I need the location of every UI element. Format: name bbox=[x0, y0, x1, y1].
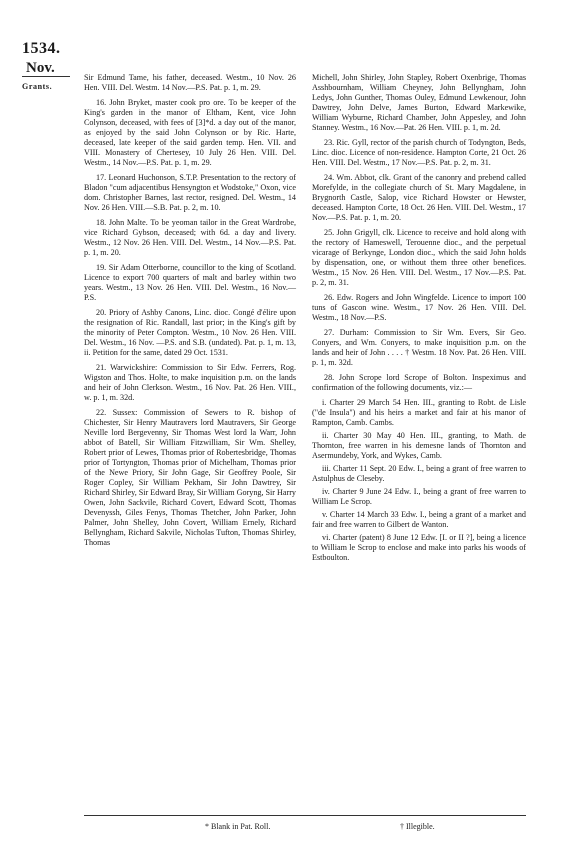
grant-entry: Sir Edmund Tame, his father, deceased. Westm., 10 Nov. 26 Hen. VIII. Del. Westm. 14 Nov.—P.S. Pat. p. 1, m. 29. bbox=[84, 73, 296, 92]
footnote-rule bbox=[84, 815, 526, 816]
left-column bbox=[84, 73, 296, 553]
margin-section-label: Grants. bbox=[22, 82, 53, 91]
grant-entry: 27. Durham: Commission to Sir Wm. Evers, Sir Geo. Conyers, and Wm. Conyers, to make inquisition p.m. on the lands and heir of John . . . . † Westm. 18 Nov. Pat. 26 Hen. VIII. p. 1, m. 32d. bbox=[312, 328, 526, 367]
grant-entry: 22. Sussex: Commission of Sewers to R. bishop of Chichester, Sir Henry Mautravers lord Mautravers, Sir George Neville lord Bergevenny, Sir Thomas West lord la Warr, John abbot of Batell, Sir William Fitzwilliam, Sir Wm. Shelley, Robert prior of Lewes, Thomas prior of Robertesbridge, Thomas prior of Tortyngton, Thomas prior of Michelham, Thomas prior of the Newe Priory, Sir John Gage, Sir Geoffrey Poole, Sir Roger Copley, Sir William Pekham, Sir John Dawtrey, Sir Richard Shirley, Sir Edward Bray, Sir William Goryng, Sir Harry Owen, John Sackvile, Richard Covert, Edward Scott, Thomas Devenyssh, Giles Fenys, Thomas Thetcher, John Parker, John Palmer, John Shelley, John Covert, William Ernely, Richard Bellyngham, Richard Sakvile, Nicholas Tufton, Thomas Shirley, Thomas bbox=[84, 408, 296, 547]
grant-entry: 18. John Malte. To be yeoman tailor in the Great Wardrobe, vice Richard Gybson, deceased; with 6d. a day and livery. Westm., 12 Nov. 26 Hen. VIII. Del. Westm., 14 Nov.—P.S. Pat. p. 1, m. 20. bbox=[84, 218, 296, 257]
margin-month: Nov. bbox=[26, 60, 55, 76]
grant-entry: 26. Edw. Rogers and John Wingfelde. Licence to import 100 tuns of Gascon wine. Westm., 17 Nov. 26 Hen. VIII. Del. Westm., 18 Nov.—P.S. bbox=[312, 293, 526, 322]
grant-entry: 17. Leonard Huchonson, S.T.P. Presentation to the rectory of Bladon "cum adjacentibus Hensyngton et Wodstoke," Oxon, vice dom. Christopher Barnes, last rector, resigned. Del. Westm., 14 Nov. 26 Hen. VIII.—S.B. Pat. p. 2, m. 10. bbox=[84, 173, 296, 212]
grant-entry: Michell, John Shirley, John Stapley, Robert Oxenbrige, Thomas Asshbournham, William Cheyney, John Bellyngham, John Ledys, John Gunther, Thomas Ouley, Edmund Lewkenour, John Dawtrey, John Delve, James Burton, Edward Markewike, William Wyburne, Richard Chamber, John Appesley, and John Stanney. Westm., 16 Nov.—Pat. 26 Hen. VIII. p. 1, m. 2d. bbox=[312, 73, 526, 132]
grant-entry: 28. John Scrope lord Scrope of Bolton. Inspeximus and confirmation of the following documents, viz.:— bbox=[312, 373, 526, 392]
margin-rule bbox=[22, 76, 70, 77]
grant-entry: 19. Sir Adam Otterborne, councillor to the king of Scotland. Licence to export 700 quarters of malt and barley within two years. Westm., 13 Nov. 26 Hen. VIII. Del. Westm., 16 Nov.—P.S. bbox=[84, 263, 296, 302]
sub-entry: iii. Charter 11 Sept. 20 Edw. I., being a grant of free warren to Astulphus de Cleseby. bbox=[312, 464, 526, 483]
sub-entry: i. Charter 29 March 54 Hen. III., granting to Robt. de Lisle ("de Insula") and his heirs a market and fair at his manor of Rampton, Camb. Cambs. bbox=[312, 398, 526, 427]
sub-entry: v. Charter 14 March 33 Edw. I., being a grant of a market and fair and free warren to Gilbert de Wanton. bbox=[312, 510, 526, 529]
grant-entry: 24. Wm. Abbot, clk. Grant of the canonry and prebend called Morefylde, in the collegiate church of St. Mary Magdalene, in Brygnorth Castle, Salop, vice Richard Howster or Hewster, deceased. Hampton Corte, 18 Oct. 26 Hen. VIII. Del. Westm., 17 Nov.—P.S. Pat. p. 1, m. 20. bbox=[312, 173, 526, 222]
grant-entry: 21. Warwickshire: Commission to Sir Edw. Ferrers, Rog. Wigston and Thos. Holte, to make inquisition p.m. on the lands and heir of John Clerkson. Westm., 16 Nov. Pat. 26 Hen. VIII., w. p. 1, m. 32d. bbox=[84, 363, 296, 402]
grant-entry: 23. Ric. Gyll, rector of the parish church of Todyngton, Beds, Linc. dioc. Licence of non-residence. Hampton Corte, 21 Oct. 26 Hen. VIII. Del. Westm., 17 Nov.—P.S. Pat. p. 2, m. 31. bbox=[312, 138, 526, 167]
sub-entry: iv. Charter 9 June 24 Edw. I., being a grant of free warren to William Le Scrop. bbox=[312, 487, 526, 506]
margin-year: 1534. bbox=[22, 40, 61, 57]
sub-entry: ii. Charter 30 May 40 Hen. III., granting, to Math. de Thornton, free warren in his demesne lands of Thornton and Asermundeby, York, and Wykes, Camb. bbox=[312, 431, 526, 460]
grant-entry: 16. John Bryket, master cook pro ore. To be keeper of the King's garden in the manor of Eltham, Kent, vice John Colynson, deceased, with fees of [3]*d. a day out of the manor, as enjoyed by the said John Colynson or by Ric. Harte, deceased, late keeper of the said garden temp. Hen. VII. and VIII. Monastery of Chertesey, 10 July 26 Hen. VIII. Del. Westm., 14 Nov.—P.S. Pat. p. 1, m. 29. bbox=[84, 98, 296, 167]
footnote-blank: * Blank in Pat. Roll. bbox=[205, 822, 271, 831]
footnote-illegible: † Illegible. bbox=[400, 822, 435, 831]
right-column bbox=[312, 73, 526, 566]
sub-entry: vi. Charter (patent) 8 June 12 Edw. [I. or II ?], being a licence to William le Scrop to enclose and make into parks his woods of Estboulton. bbox=[312, 533, 526, 562]
grant-entry: 25. John Grigyll, clk. Licence to receive and hold along with the rectory of Hameswell, Terouenne dioc., and the perpetual vicarage of Berkynge, London dioc., which the said John holds by dispensation, one, or without them three other benefices. Westm., 15 Nov. 26 Hen. VIII. Del. Westm., 17 Nov.—P.S. Pat. p. 2, m. 31. bbox=[312, 228, 526, 287]
grant-entry: 20. Priory of Ashby Canons, Linc. dioc. Congé d'élire upon the resignation of Ric. Randall, last prior; in the King's gift by the minority of Peter Compton. Westm., 10 Nov. 26 Hen. VIII. Del. Westm., 16 Nov. —P.S. and S.B. (undated). Pat. p. 1, m. 13, ii. Petition for the same, dated 29 Oct. 1531. bbox=[84, 308, 296, 357]
